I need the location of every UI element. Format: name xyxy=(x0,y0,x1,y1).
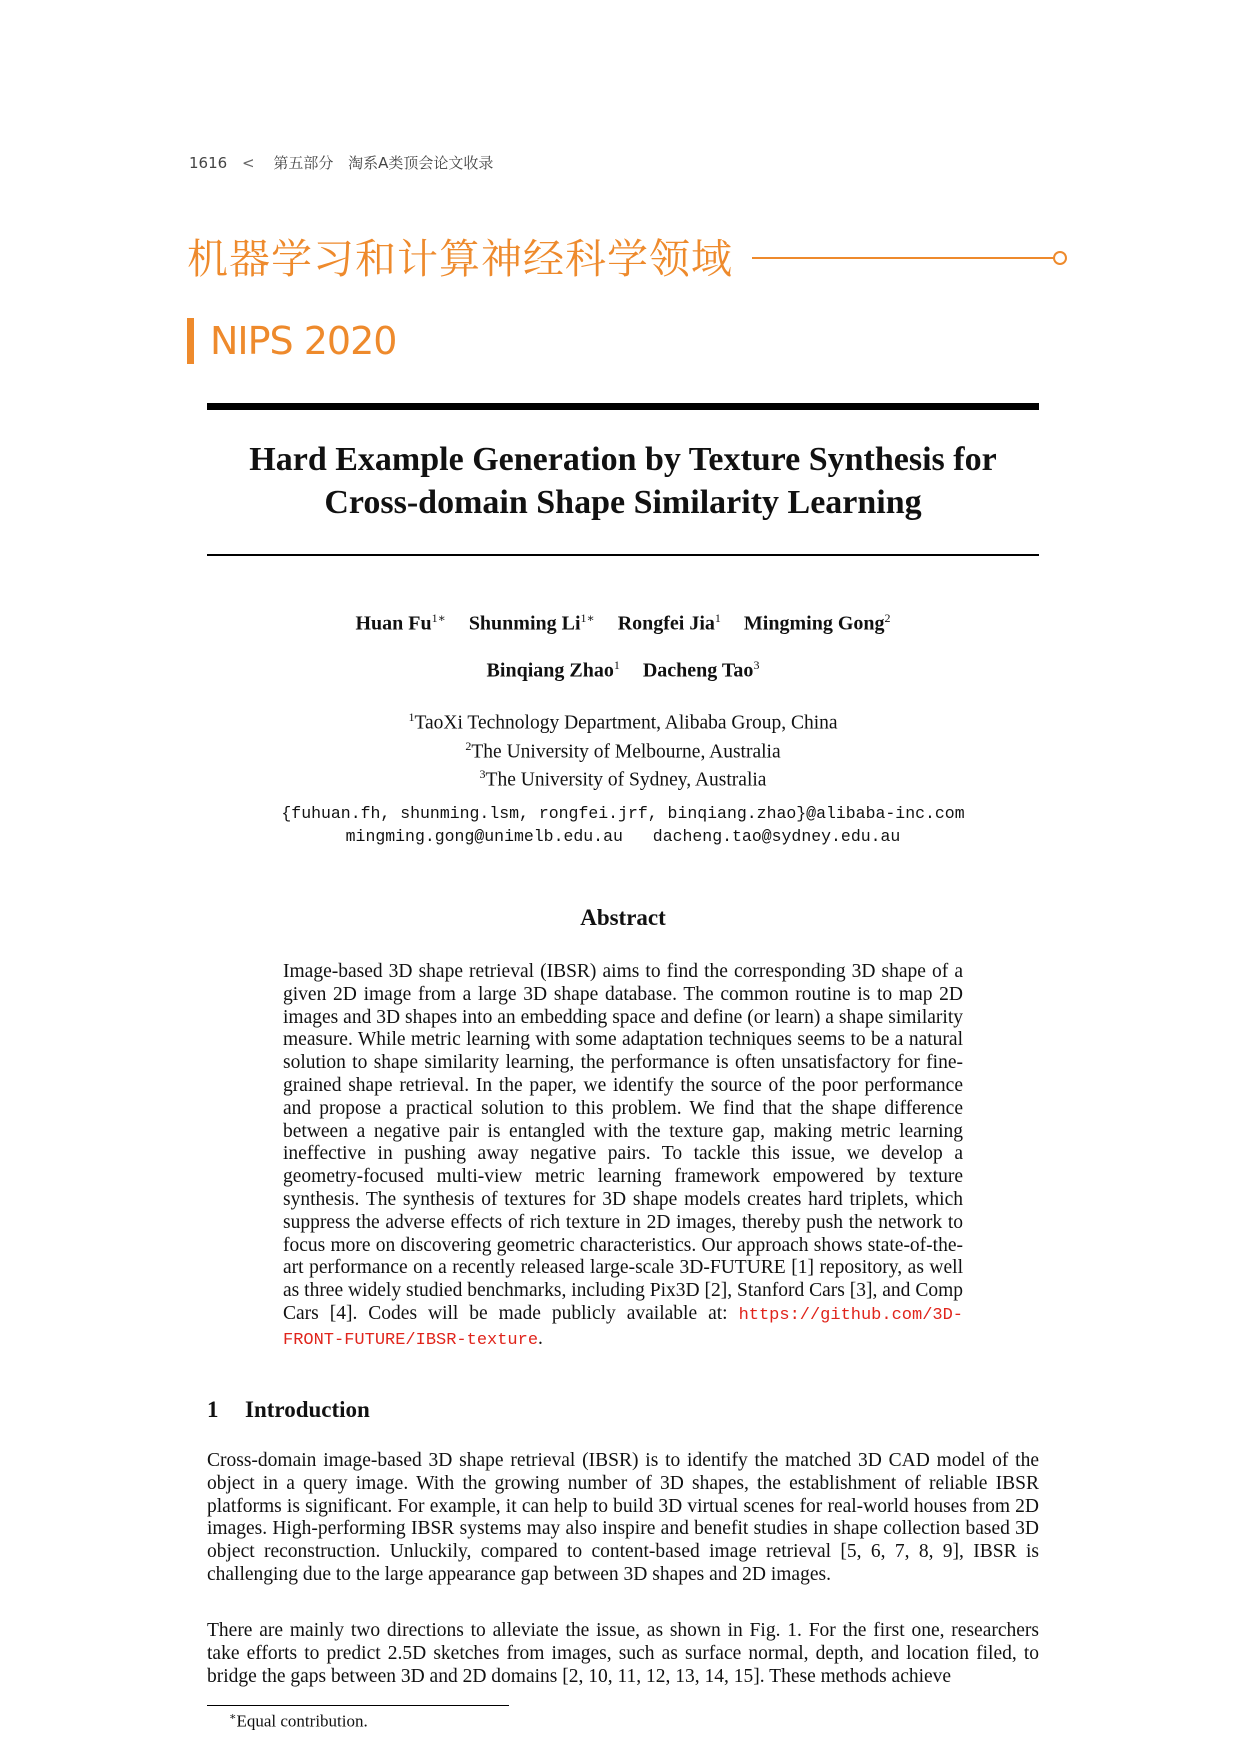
author: Rongfei Jia$^1$ xyxy=(617,611,721,635)
section-title: 机器学习和计算神经科学领域 xyxy=(187,235,733,283)
circle-end-icon xyxy=(1053,251,1067,265)
title-top-rule xyxy=(207,403,1039,410)
part-label: 第五部分 xyxy=(273,154,334,172)
author-emails xyxy=(207,802,1039,848)
email-line-1: {fuhuan.fh, shunming.lsm, rongfei.jrf, binqiang.zhao}@alibaba-inc.com xyxy=(281,804,965,823)
section-number: 1 xyxy=(207,1397,219,1422)
author: Shunming $Li^{1∗}$ xyxy=(468,611,595,635)
page-number: 1616 xyxy=(189,154,228,172)
title-bottom-rule xyxy=(207,554,1039,556)
code-link[interactable]: https://github.com/3D-FRONT-FUTURE/IBSR-texture xyxy=(283,1305,963,1350)
running-header xyxy=(189,152,503,173)
title-line-1: Hard Example Generation by Texture Synthesis for xyxy=(249,441,997,478)
affiliations xyxy=(207,706,1039,792)
author: Binqiang Zhao$^1$ xyxy=(486,658,620,682)
email-line-2 xyxy=(207,825,1039,848)
intro-paragraph-1: Cross-domain image-based 3D shape retrieval (IBSR) is to identify the matched 3D CAD model of the object in a query image. With the growing number of 3D shapes, the establishment of reliable IBSR platforms is significant. For example, it can help to build 3D virtual scenes for real-world houses from 2D images. High-performing IBSR systems may also inspire and benefit studies in shape collection based 3D object reconstruction. Unluckily, compared to content-based image retrieval [5, 6, 7, 8, 9], IBSR is challenging due to the large appearance gap between 3D shapes and 2D images. xyxy=(207,1450,1039,1585)
email-address: mingming.gong@unimelb.edu.au xyxy=(345,827,623,846)
section-rule xyxy=(752,257,1054,259)
section-heading-text: Introduction xyxy=(245,1397,370,1422)
footnote: ∗Equal contribution. xyxy=(229,1711,368,1731)
authors-row-2 xyxy=(207,658,1039,683)
intro-heading xyxy=(207,1397,370,1423)
email-address: dacheng.tao@sydney.edu.au xyxy=(652,827,901,846)
title-line-2: Cross-domain Shape Similarity Learning xyxy=(324,484,922,521)
author: Huan $Fu^{1∗}$ xyxy=(355,611,446,635)
footnote-rule xyxy=(207,1705,509,1706)
affiliation: $^1$TaoXi Technology Department, Alibaba Group, China xyxy=(408,710,838,734)
paper-title xyxy=(207,438,1039,524)
author: Dacheng Tao$^3$ xyxy=(642,658,760,682)
author: Mingming Gong$^2$ xyxy=(743,611,891,635)
chevron-left-icon: < xyxy=(241,154,255,172)
affiliation: $^2$The University of Melbourne, Australia xyxy=(465,738,781,762)
affiliation: $^3$The University of Sydney, Australia xyxy=(479,767,767,791)
abstract-heading: Abstract xyxy=(580,905,666,930)
abstract-text: Image-based 3D shape retrieval (IBSR) aims to find the corresponding 3D shape of a given 2D image from a large 3D shape database. The common routine is to map 2D images and 3D shapes into an embedding space and define (or learn) a shape similarity measure. While metric learning with some adaptation techniques seems to be a natural solution to shape similarity learning, the performance is often unsatisfactory for fine-grained shape retrieval. In the paper, we identify the source of the poor performance and propose a practical solution to this problem. We find that the shape difference between a negative pair is entangled with the texture gap, making metric learning ineffective in pushing away negative pairs. To tackle this issue, we develop a geometry-focused multi-view metric learning framework empowered by texture synthesis. The synthesis of textures for 3D shape models creates hard triplets, which suppress the adverse effects of rich texture in 2D images, thereby push the network to focus more on discovering geometric characteristics. Our approach shows state-of-the-art performance on a recently released large-scale 3D-FUTURE [1] repository, as well as three widely studied benchmarks, including Pix3D [2], Stanford Cars [3], and Comp Cars [4]. Codes will be made publicly available at: https://github.com/3D-FRONT-FUTURE/IBSR-texture. xyxy=(283,961,963,1350)
venue-label: NIPS 2020 xyxy=(210,319,397,363)
venue-accent-bar xyxy=(187,318,194,364)
intro-paragraph-2: There are mainly two directions to alleviate the issue, as shown in Fig. 1. For the first one, researchers take efforts to predict 2.5D sketches from images, such as surface normal, depth, and location filed, to bridge the gaps between 3D and 2D domains [2, 10, 11, 12, 13, 14, 15]. These methods achieve xyxy=(207,1620,1039,1687)
collection-label: 淘系A类顶会论文收录 xyxy=(348,154,494,172)
authors-row-1 xyxy=(207,611,1039,636)
